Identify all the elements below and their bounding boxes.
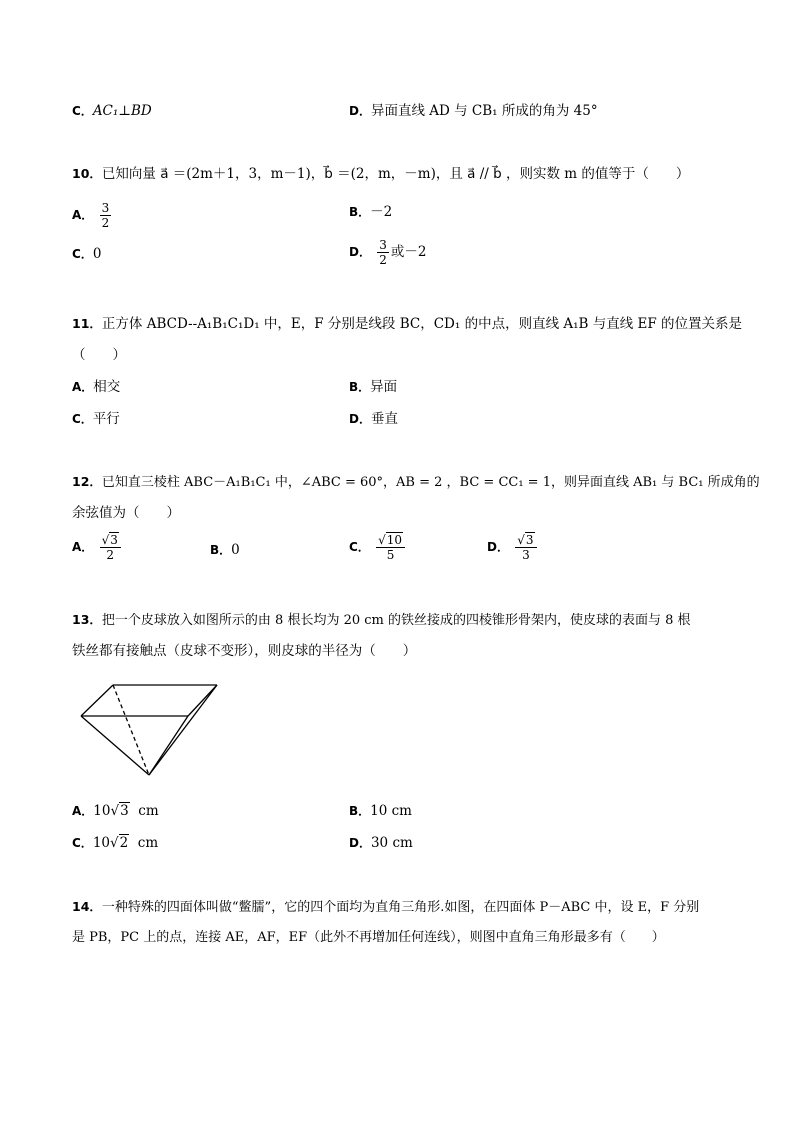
option-label: C． [72,104,93,118]
q13-option-c [72,834,158,852]
option-label: B． [349,380,371,394]
q14-stem-line2 [72,929,665,947]
option-text: AC₁⊥BD [92,103,152,119]
sqrt-sign: √3 [517,533,534,547]
option-label: A． [72,540,94,554]
fraction-numerator [100,533,121,548]
question-stem: 把一个皮球放入如图所示的由 8 根长均为 20 cm 的铁丝接成的四棱锥形骨架内，使皮球的表面与 8 根 [101,613,691,628]
q11-option-b [349,378,397,396]
fraction-denominator: 2 [101,216,110,230]
question-number: 14． [72,899,102,914]
q11-option-d [349,410,398,428]
q11-stem-line1 [72,315,742,333]
option-label: D． [349,836,371,850]
q10-option-a [72,201,113,230]
question-stem-cont: 铁丝都有接触点（皮球不变形），则皮球的半径为（ ） [72,643,417,659]
option-label: B． [349,804,371,818]
question-number: 13． [72,612,102,627]
fraction [377,238,389,267]
q13-option-b [349,802,412,820]
q12-stem-line1 [72,473,760,492]
sqrt-sign: √3 [110,803,129,819]
option-text: 相交 [93,379,121,395]
fraction [100,201,112,230]
option-label: B． [349,205,371,219]
option-text: 平行 [92,411,120,427]
option-text: 异面直线 AD 与 CB₁ 所成的角为 45° [370,103,598,119]
option-label: A． [72,804,94,818]
radicand: 3 [525,533,534,547]
question-number: 10． [72,166,102,181]
question-number: 12． [72,474,102,489]
hidden-lateral-edge [113,685,149,775]
radicand: 3 [110,533,118,547]
q13-option-d [349,834,413,852]
q11-option-c [72,410,120,428]
lateral-edge [149,685,217,775]
question-stem-cont: （ ） [72,347,126,363]
lateral-edge [149,716,188,775]
q13-stem-line1 [72,611,691,630]
option-suffix: 或－2 [390,244,427,260]
option-label: C． [349,540,370,554]
fraction [100,533,121,562]
option-label: C． [72,247,93,261]
option-label: D． [487,540,509,554]
base-edge [81,685,113,716]
option-text: －2 [370,204,393,220]
question-stem: 一种特殊的四面体叫做“鳖臑”，它的四个面均为直角三角形.如图，在四面体 P－ABC 中，设 E，F 分别 [101,900,700,915]
sqrt-sign: √10 [378,533,403,547]
option-label: D． [349,104,371,118]
option-label: D． [349,412,371,426]
unit: cm [138,803,159,819]
q9-option-c [72,102,152,120]
question-stem-cont: 余弦值为（ ） [72,505,180,521]
q12-option-b [210,541,240,559]
radicand: 10 [386,533,403,547]
radicand: 3 [120,803,129,819]
option-label: A． [72,380,94,394]
fraction [376,533,405,562]
question-stem: 正方体 ABCD--A₁B₁C₁D₁ 中，E，F 分别是线段 BC，CD₁ 的中点，则直线 A₁B 与直线 EF 的位置关系是 [101,316,743,332]
q12-option-c [349,533,407,562]
unit: cm [137,835,159,851]
fraction-denominator: 2 [379,253,387,267]
fraction-denominator: 5 [386,548,395,562]
sqrt-sign: √3 [101,533,118,547]
fraction-numerator [376,533,405,548]
lateral-edge [81,716,149,775]
fraction-numerator: 3 [379,238,387,252]
option-text: 10 cm [370,803,412,819]
q10-option-d [349,238,427,267]
question-stem: 已知向量 a⃗ ＝(2m＋1，3，m－1)，b⃗ ＝(2，m，－m)，且 a⃗ // b⃗ ，则实数 m 的值等于（ ） [101,166,690,182]
q12-option-d [487,533,539,562]
option-label: B． [210,543,232,557]
coefficient: 10 [93,803,111,819]
q12-option-a [72,533,123,562]
q12-stem-line2 [72,504,180,522]
option-text: 垂直 [370,411,398,427]
question-number: 11． [72,316,102,331]
q10-option-b [349,203,392,221]
base-edge [188,685,217,716]
q14-stem-line1 [72,898,699,917]
q13-option-a [72,802,159,820]
q13-stem-line2 [72,642,416,660]
fraction-denominator: 2 [106,548,115,562]
option-label: A． [72,208,94,222]
fraction-numerator [515,533,536,548]
option-label: D． [349,245,371,259]
option-text: 30 cm [370,835,413,851]
q10-option-c [72,245,101,263]
fraction [515,533,536,562]
option-text: 异面 [370,379,398,395]
option-label: C． [72,412,93,426]
q11-stem-line2 [72,346,126,364]
q11-option-a [72,378,120,396]
option-label: C． [72,836,93,850]
question-stem: 已知直三棱柱 ABC－A₁B₁C₁ 中，∠ABC = 60°，AB = 2 ，BC = CC₁ = 1，则异面直线 AB₁ 与 BC₁ 所成角的 [101,475,760,490]
option-text: 0 [92,246,102,262]
radicand: 2 [119,835,129,851]
fraction-denominator: 3 [522,548,530,562]
fraction-numerator: 3 [101,201,110,215]
sqrt-sign: √2 [110,835,129,851]
q10-stem [72,165,689,183]
coefficient: 10 [92,835,110,851]
pyramid-frame-figure [78,680,220,780]
q9-option-d [349,102,598,120]
question-stem-cont: 是 PB，PC 上的点，连接 AE，AF，EF（此外不再增加任何连线），则图中直角三角形最多有（ ） [72,930,665,945]
option-text: 0 [231,542,240,558]
